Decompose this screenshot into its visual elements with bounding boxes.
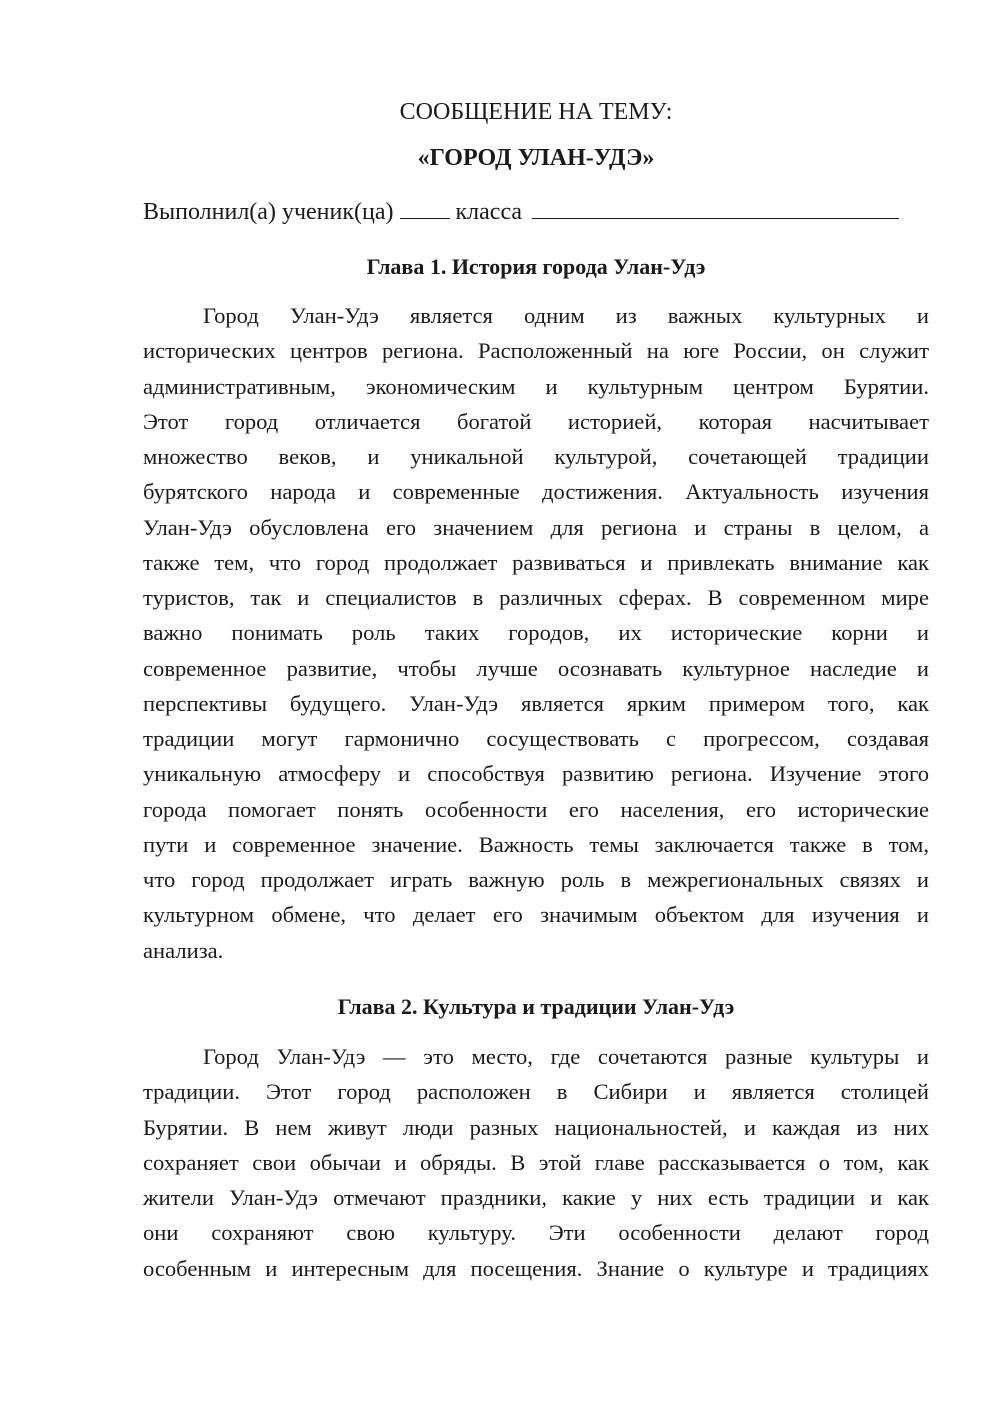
paragraph-line: важно понимать роль таких городов, их исторические корни и [143, 620, 929, 646]
paragraph-line: что город продолжает играть важную роль в межрегиональных связях и [143, 867, 929, 892]
paragraph-line: также тем, что город продолжает развиваться и привлекать внимание как [143, 549, 929, 575]
paragraph-line: современное развитие, чтобы лучше осознавать культурное наследие и [143, 655, 929, 681]
paragraph-line: исторических центров региона. Расположенный на юге России, он служит [143, 338, 929, 364]
paragraph-line: Город Улан-Удэ — это место, где сочетаются разные культуры и [203, 1044, 929, 1069]
paragraph-line: Город Улан-Удэ является одним из важных культурных и [203, 303, 929, 328]
paragraph-line: анализа. [143, 937, 224, 963]
author-line [143, 196, 929, 228]
paragraph-line: культурном обмене, что делает его значимым объектом для изучения и [143, 902, 929, 928]
paragraph-line: Бурятии. В нем живут люди разных национальностей, и каждая из них [143, 1114, 929, 1140]
paragraph-line: жители Улан-Удэ отмечают праздники, какие у них есть традиции и как [143, 1185, 929, 1210]
chapter-1-heading: Глава 1. История города Улан-Удэ [366, 254, 706, 279]
paragraph-line: особенным и интересным для посещения. Знание о культуре и традициях [143, 1255, 929, 1281]
paragraph-line: множество веков, и уникальной культурой, сочетающей традиции [143, 444, 929, 469]
paragraph-line: административным, экономическим и культурным центром Бурятии. [143, 373, 929, 399]
grade-blank-field[interactable] [400, 196, 450, 219]
paragraph-line: пути и современное значение. Важность темы заключается также в том, [143, 831, 929, 857]
paragraph-line: сохраняет свои обычаи и обряды. В этой главе рассказывается о том, как [143, 1149, 929, 1175]
document-title-line-1: СООБЩЕНИЕ НА ТЕМУ: [399, 99, 673, 125]
author-prefix: Выполнил(а) ученик(ца) [143, 199, 394, 225]
paragraph-line: они сохраняют свою культуру. Эти особенности делают город [143, 1220, 929, 1246]
chapter-2-heading: Глава 2. Культура и традиции Улан-Удэ [337, 994, 735, 1019]
document-title-line-2: «ГОРОД УЛАН-УДЭ» [417, 145, 655, 171]
paragraph-line: Этот город отличается богатой историей, которая насчитывает [143, 408, 929, 434]
paragraph-line: города помогает понять особенности его населения, его исторические [143, 796, 929, 822]
chapter-2-paragraph [143, 1039, 929, 1286]
paragraph-line: туристов, так и специалистов в различных сферах. В современном мире [143, 585, 929, 610]
paragraph-line: традиции могут гармонично сосуществовать с прогрессом, создавая [143, 726, 929, 751]
class-word: класса [455, 199, 523, 225]
class-blank-field[interactable] [532, 196, 899, 219]
paragraph-line: бурятского народа и современные достижения. Актуальность изучения [143, 479, 929, 505]
paragraph-line: перспективы будущего. Улан-Удэ является ярким примером того, как [143, 690, 929, 716]
paragraph-line: Улан-Удэ обусловлена его значением для региона и страны в целом, а [143, 514, 929, 540]
paragraph-line: уникальную атмосферу и способствуя развитию региона. Изучение этого [143, 761, 929, 787]
paragraph-line: традиции. Этот город расположен в Сибири и является столицей [143, 1079, 929, 1105]
chapter-1-paragraph [143, 298, 929, 968]
